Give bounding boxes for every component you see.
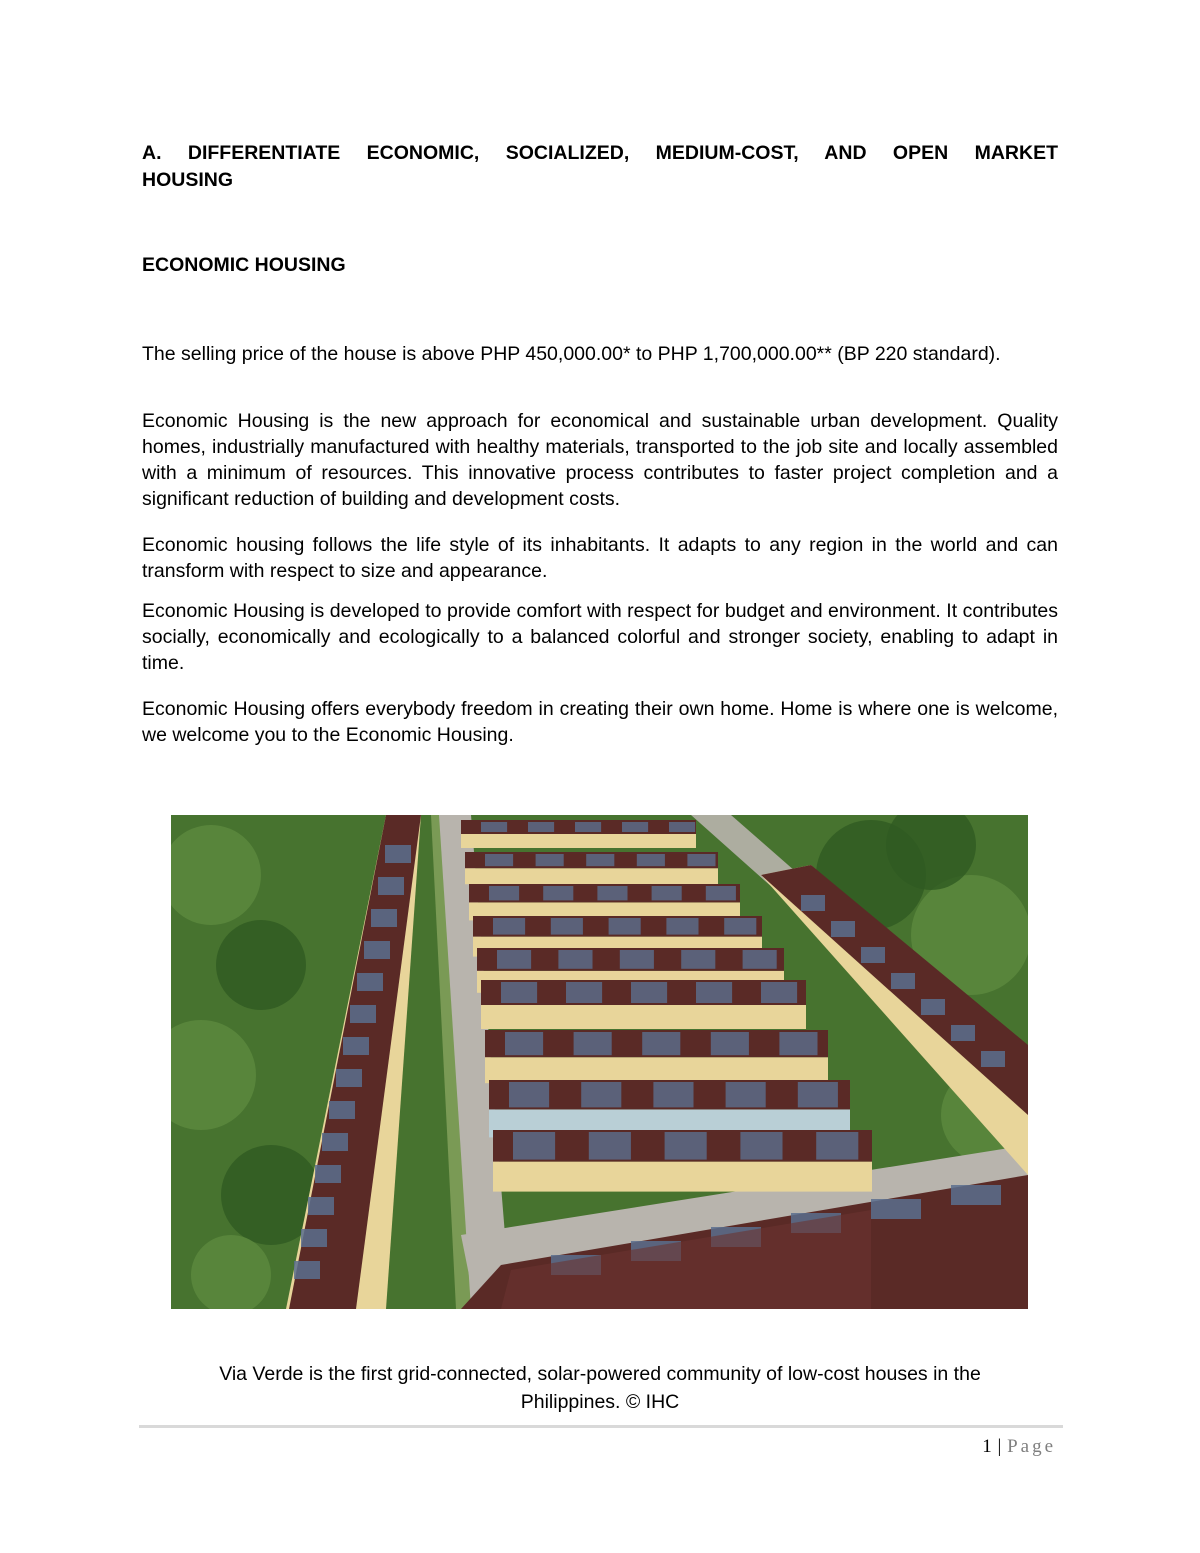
solar-panel xyxy=(308,1197,334,1215)
house-row-wall xyxy=(481,1005,806,1029)
solar-panel xyxy=(706,886,736,900)
section-heading-line-1: A. DIFFERENTIATE ECONOMIC, SOCIALIZED, MEDIUM-COST, AND OPEN MARKET xyxy=(142,142,1058,164)
paragraph-approach: Economic Housing is the new approach for economical and sustainable urban development. Quality homes, industrially manufactured with healthy materials, transported to the job site and locally assembled with a minimum of resources. This innovative process contributes to faster project completion and a significant reduction of building and development costs. xyxy=(142,410,1058,510)
solar-panel xyxy=(921,999,945,1015)
solar-panel xyxy=(543,886,573,900)
solar-panel xyxy=(586,854,614,866)
paragraph-freedom: Economic Housing offers everybody freedom in creating their own home. Home is where one is welcome, we welcome you to the Economic Housing. xyxy=(142,698,1058,746)
house-row-wall xyxy=(465,868,718,884)
solar-panel xyxy=(528,822,554,832)
solar-panel xyxy=(481,822,507,832)
solar-panel xyxy=(357,973,383,991)
solar-panel xyxy=(536,854,564,866)
solar-panel xyxy=(696,982,732,1003)
solar-panel xyxy=(740,1132,782,1160)
solar-panel xyxy=(597,886,627,900)
solar-panel xyxy=(743,950,777,969)
solar-panel xyxy=(558,950,592,969)
solar-panel xyxy=(831,921,855,937)
house-row-wall xyxy=(493,1162,872,1192)
solar-panel xyxy=(687,854,715,866)
solar-panel xyxy=(322,1133,348,1151)
solar-panel xyxy=(631,982,667,1003)
solar-panel xyxy=(642,1032,680,1055)
solar-panel xyxy=(315,1165,341,1183)
solar-panel xyxy=(581,1082,621,1107)
solar-panel xyxy=(566,982,602,1003)
solar-panel xyxy=(485,854,513,866)
solar-panel xyxy=(513,1132,555,1160)
solar-panel xyxy=(798,1082,838,1107)
solar-panel xyxy=(981,1051,1005,1067)
solar-panel xyxy=(509,1082,549,1107)
solar-panel xyxy=(497,950,531,969)
paragraph-comfort: Economic Housing is developed to provide comfort with respect for budget and environment. It contributes socially, economically and ecologically to a balanced colorful and stronger society, enabling to adapt in time. xyxy=(142,600,1058,674)
solar-panel xyxy=(329,1101,355,1119)
solar-panel xyxy=(574,1032,612,1055)
solar-panel xyxy=(622,822,648,832)
solar-panel xyxy=(711,1032,749,1055)
footer-divider xyxy=(139,1425,1063,1428)
page-footer xyxy=(982,1436,1056,1458)
solar-panel xyxy=(653,1082,693,1107)
solar-panel xyxy=(551,918,583,935)
solar-panel xyxy=(609,918,641,935)
page-label: Page xyxy=(1007,1436,1056,1457)
solar-panel xyxy=(493,918,525,935)
paragraph-lifestyle: Economic housing follows the life style of its inhabitants. It adapts to any region in the world and can transform with respect to size and appearance. xyxy=(142,534,1058,582)
page-number: 1 xyxy=(982,1436,993,1457)
solar-panel xyxy=(489,886,519,900)
solar-panel xyxy=(891,973,915,989)
house-row-wall xyxy=(485,1057,828,1083)
photo-caption xyxy=(142,1360,1058,1416)
solar-panel xyxy=(294,1261,320,1279)
aerial-photo-illustration xyxy=(171,815,1028,1309)
solar-panel xyxy=(364,941,390,959)
solar-panel xyxy=(951,1025,975,1041)
caption-line-2: Philippines. © IHC xyxy=(520,1391,680,1413)
solar-panel xyxy=(378,877,404,895)
solar-panel xyxy=(501,982,537,1003)
solar-panel xyxy=(761,982,797,1003)
solar-panel xyxy=(951,1185,1001,1205)
solar-panel xyxy=(779,1032,817,1055)
solar-panel xyxy=(385,845,411,863)
tree-canopy xyxy=(216,920,306,1010)
solar-panel xyxy=(861,947,885,963)
solar-panel xyxy=(724,918,756,935)
paragraph-price: The selling price of the house is above PHP 450,000.00* to PHP 1,700,000.00** (BP 220 standard). xyxy=(142,343,1001,365)
solar-panel xyxy=(350,1005,376,1023)
solar-panel xyxy=(816,1132,858,1160)
solar-panel xyxy=(871,1199,921,1219)
solar-panel xyxy=(575,822,601,832)
solar-panel xyxy=(589,1132,631,1160)
solar-panel xyxy=(620,950,654,969)
housing-aerial-photo xyxy=(171,815,1028,1309)
solar-panel xyxy=(371,909,397,927)
solar-panel xyxy=(666,918,698,935)
solar-panel xyxy=(652,886,682,900)
solar-panel xyxy=(336,1069,362,1087)
solar-panel xyxy=(665,1132,707,1160)
solar-panel xyxy=(301,1229,327,1247)
section-heading xyxy=(142,140,1058,194)
solar-panel xyxy=(637,854,665,866)
caption-line-1: Via Verde is the first grid-connected, solar-powered community of low-cost houses in the xyxy=(219,1363,981,1385)
solar-panel xyxy=(505,1032,543,1055)
footer-separator: | xyxy=(997,1436,1002,1457)
solar-panel xyxy=(669,822,695,832)
solar-panel xyxy=(801,895,825,911)
subsection-heading: ECONOMIC HOUSING xyxy=(142,254,346,276)
solar-panel xyxy=(726,1082,766,1107)
solar-panel xyxy=(681,950,715,969)
solar-panel xyxy=(343,1037,369,1055)
house-row-wall xyxy=(461,834,696,848)
section-heading-line-2: HOUSING xyxy=(142,169,234,191)
